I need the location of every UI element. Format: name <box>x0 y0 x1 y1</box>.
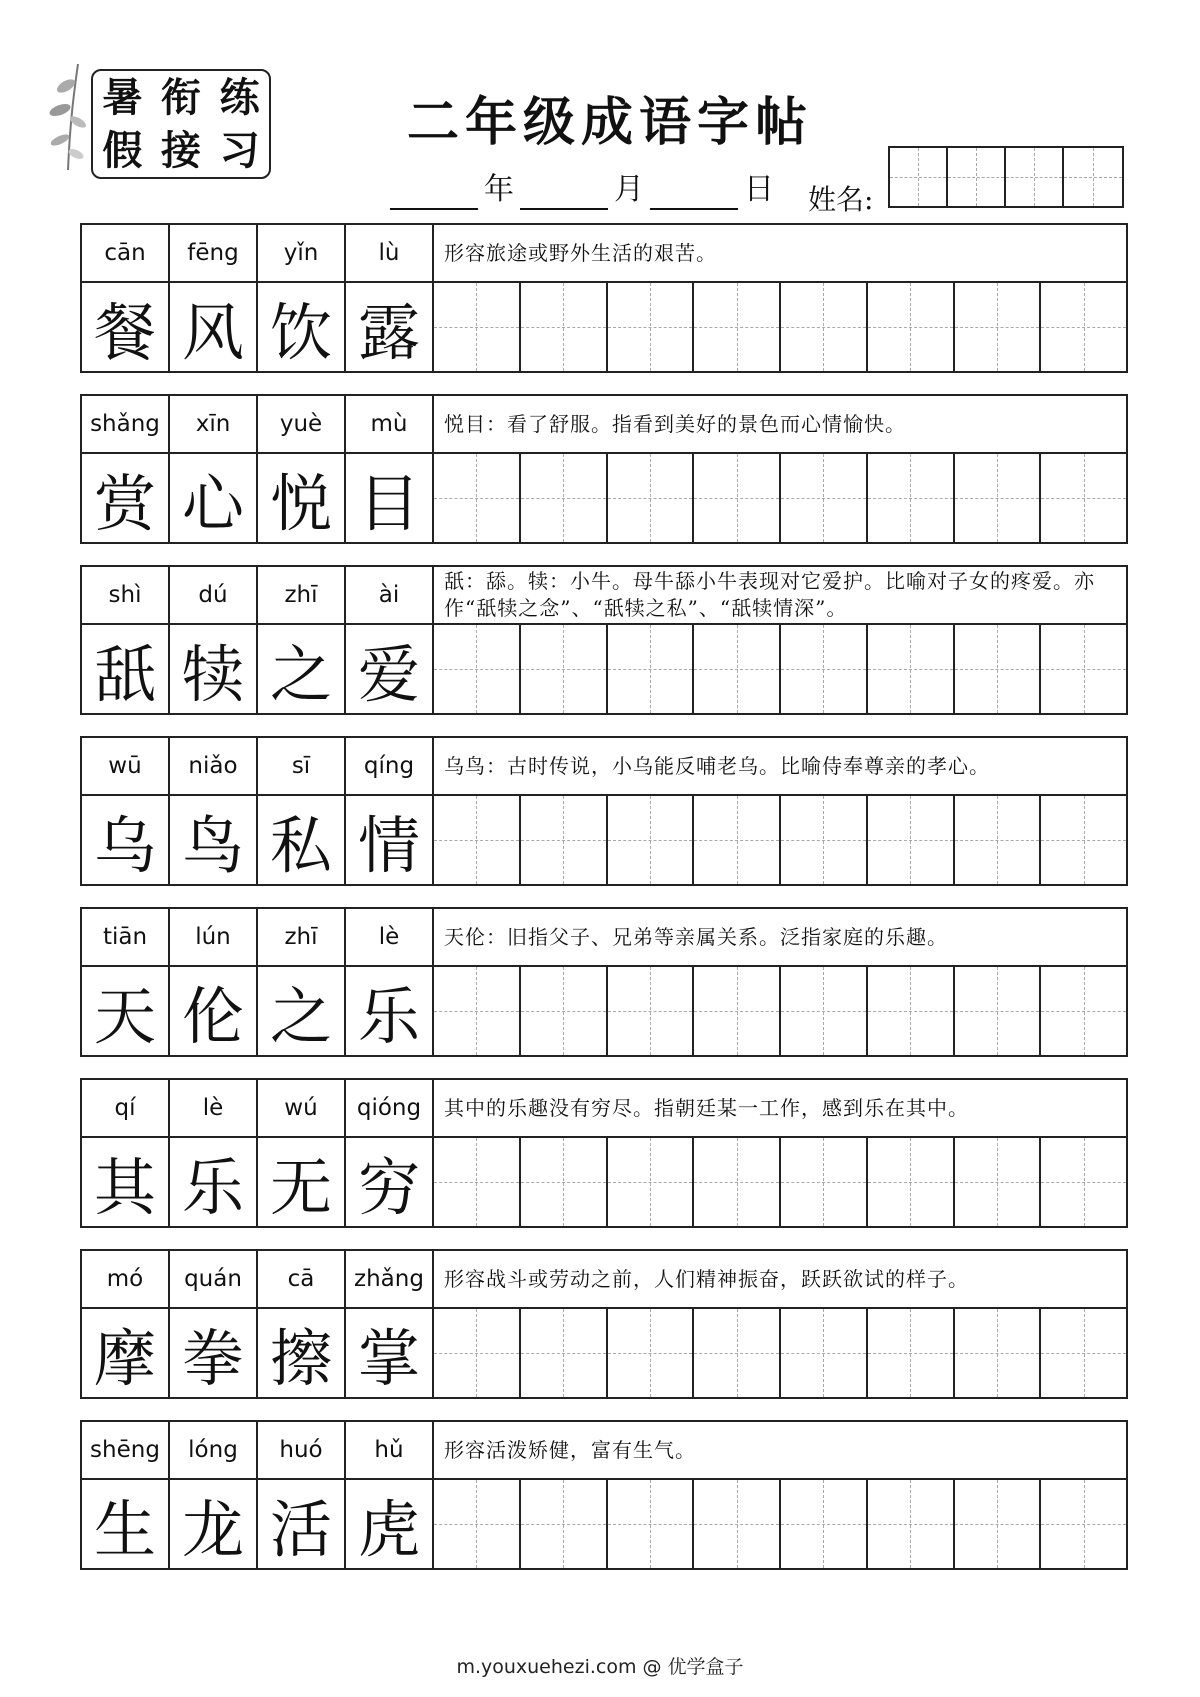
model-character: 之 <box>258 967 346 1055</box>
idiom-block <box>80 1420 1128 1570</box>
practice-cell[interactable] <box>955 454 1042 542</box>
practice-cell[interactable] <box>434 283 521 371</box>
practice-cell[interactable] <box>868 283 955 371</box>
practice-cell[interactable] <box>694 283 781 371</box>
badge-char: 假 <box>102 126 143 174</box>
model-character: 鸟 <box>170 796 258 884</box>
practice-cell[interactable] <box>781 625 868 713</box>
model-character: 舐 <box>82 625 170 713</box>
pinyin-cell: yǐn <box>258 225 346 281</box>
badge-char: 习 <box>219 126 260 174</box>
model-character: 情 <box>346 796 434 884</box>
pinyin-cell: mù <box>346 396 434 452</box>
idiom-meaning: 乌鸟：古时传说，小乌能反哺老乌。比喻侍奉尊亲的孝心。 <box>444 753 990 778</box>
pinyin-cell: fēng <box>170 225 258 281</box>
pinyin-cell: wú <box>258 1080 346 1136</box>
pinyin-row <box>82 1422 1126 1480</box>
model-character: 乐 <box>170 1138 258 1226</box>
idiom-meaning: 舐：舔。犊：小牛。母牛舔小牛表现对它爱护。比喻对子女的疼爱。亦作“舐犊之念”、“舐犊之私”、“舐犊情深”。 <box>444 569 1095 620</box>
practice-cell[interactable] <box>608 625 695 713</box>
idiom-meaning: 悦目：看了舒服。指看到美好的景色而心情愉快。 <box>444 411 906 436</box>
model-character: 赏 <box>82 454 170 542</box>
model-character: 悦 <box>258 454 346 542</box>
model-character: 天 <box>82 967 170 1055</box>
date-line <box>388 170 778 210</box>
pinyin-cell: zhī <box>258 909 346 965</box>
character-row <box>82 796 1126 884</box>
practice-cell[interactable] <box>781 283 868 371</box>
model-character: 心 <box>170 454 258 542</box>
model-character: 拳 <box>170 1309 258 1397</box>
practice-cell[interactable] <box>1041 454 1126 542</box>
idiom-sheet <box>80 223 1128 1591</box>
idiom-block <box>80 736 1128 886</box>
practice-cell[interactable] <box>608 1138 695 1226</box>
practice-cell[interactable] <box>434 967 521 1055</box>
idiom-block <box>80 565 1128 715</box>
model-character: 爱 <box>346 625 434 713</box>
character-row <box>82 1480 1126 1568</box>
practice-grid <box>434 1309 1126 1397</box>
idiom-block <box>80 223 1128 373</box>
model-character: 露 <box>346 283 434 371</box>
practice-cell[interactable] <box>1041 283 1126 371</box>
practice-cell[interactable] <box>694 1480 781 1568</box>
practice-cell[interactable] <box>955 625 1042 713</box>
practice-cell[interactable] <box>521 1309 608 1397</box>
name-cell[interactable] <box>948 148 1006 206</box>
practice-cell[interactable] <box>955 796 1042 884</box>
idiom-meaning: 其中的乐趣没有穷尽。指朝廷某一工作，感到乐在其中。 <box>444 1095 969 1120</box>
pinyin-cell: xīn <box>170 396 258 452</box>
model-character: 风 <box>170 283 258 371</box>
pinyin-cell: wū <box>82 738 170 794</box>
practice-cell[interactable] <box>1041 796 1126 884</box>
idiom-block <box>80 394 1128 544</box>
pinyin-cell: dú <box>170 567 258 623</box>
idiom-meaning: 形容活泼矫健，富有生气。 <box>444 1437 696 1462</box>
badge-char: 衔 <box>160 73 201 121</box>
day-blank[interactable] <box>650 178 738 210</box>
badge-char: 接 <box>160 126 201 174</box>
practice-cell[interactable] <box>694 1138 781 1226</box>
pinyin-cell: zhī <box>258 567 346 623</box>
practice-cell[interactable] <box>868 967 955 1055</box>
model-character: 虎 <box>346 1480 434 1568</box>
pinyin-row <box>82 738 1126 796</box>
practice-cell[interactable] <box>608 1480 695 1568</box>
practice-cell[interactable] <box>608 1309 695 1397</box>
pinyin-cell: mó <box>82 1251 170 1307</box>
pinyin-cell: tiān <box>82 909 170 965</box>
practice-cell[interactable] <box>781 1138 868 1226</box>
practice-cell[interactable] <box>521 454 608 542</box>
practice-cell[interactable] <box>955 967 1042 1055</box>
practice-grid <box>434 454 1126 542</box>
pinyin-cell: shǎng <box>82 396 170 452</box>
practice-cell[interactable] <box>434 1309 521 1397</box>
pinyin-cell: lù <box>346 225 434 281</box>
pinyin-cell: lóng <box>170 1422 258 1478</box>
pinyin-cell: lè <box>170 1080 258 1136</box>
practice-cell[interactable] <box>434 454 521 542</box>
name-label: 姓名: <box>808 183 874 216</box>
model-character: 私 <box>258 796 346 884</box>
practice-grid <box>434 796 1126 884</box>
model-character: 伦 <box>170 967 258 1055</box>
practice-cell[interactable] <box>521 283 608 371</box>
practice-cell[interactable] <box>521 796 608 884</box>
pinyin-cell: niǎo <box>170 738 258 794</box>
practice-cell[interactable] <box>434 625 521 713</box>
model-character: 擦 <box>258 1309 346 1397</box>
name-cell[interactable] <box>890 148 948 206</box>
model-character: 饮 <box>258 283 346 371</box>
practice-grid <box>434 967 1126 1055</box>
practice-grid <box>434 1138 1126 1226</box>
pinyin-cell: cān <box>82 225 170 281</box>
model-character: 龙 <box>170 1480 258 1568</box>
idiom-meaning: 形容战斗或劳动之前，人们精神振奋，跃跃欲试的样子。 <box>444 1266 969 1291</box>
character-row <box>82 454 1126 542</box>
practice-cell[interactable] <box>1041 967 1126 1055</box>
name-cell[interactable] <box>1006 148 1064 206</box>
character-row <box>82 283 1126 371</box>
practice-cell[interactable] <box>955 1309 1042 1397</box>
practice-cell[interactable] <box>694 967 781 1055</box>
badge-char: 练 <box>219 73 260 121</box>
name-box[interactable] <box>888 146 1124 208</box>
practice-cell[interactable] <box>1041 1309 1126 1397</box>
pinyin-row <box>82 1080 1126 1138</box>
practice-cell[interactable] <box>694 625 781 713</box>
month-label: 月 <box>614 172 644 207</box>
pinyin-cell: shì <box>82 567 170 623</box>
pinyin-cell: qióng <box>346 1080 434 1136</box>
pinyin-cell: sī <box>258 738 346 794</box>
practice-cell[interactable] <box>781 796 868 884</box>
model-character: 活 <box>258 1480 346 1568</box>
footer-source: m.youxuehezi.com @ 优学盒子 <box>456 1656 744 1678</box>
practice-cell[interactable] <box>434 1138 521 1226</box>
practice-cell[interactable] <box>868 454 955 542</box>
practice-cell[interactable] <box>781 967 868 1055</box>
practice-cell[interactable] <box>781 454 868 542</box>
model-character: 穷 <box>346 1138 434 1226</box>
name-cell[interactable] <box>1064 148 1122 206</box>
practice-cell[interactable] <box>868 1480 955 1568</box>
model-character: 犊 <box>170 625 258 713</box>
character-row <box>82 1138 1126 1226</box>
practice-cell[interactable] <box>955 1480 1042 1568</box>
pinyin-cell: huó <box>258 1422 346 1478</box>
year-label: 年 <box>484 172 514 207</box>
idiom-meaning: 形容旅途或野外生活的艰苦。 <box>444 240 717 265</box>
year-blank[interactable] <box>390 178 478 210</box>
character-row <box>82 1309 1126 1397</box>
model-character: 餐 <box>82 283 170 371</box>
model-character: 乌 <box>82 796 170 884</box>
practice-cell[interactable] <box>694 454 781 542</box>
practice-grid <box>434 625 1126 713</box>
practice-cell[interactable] <box>521 1138 608 1226</box>
practice-cell[interactable] <box>868 625 955 713</box>
practice-cell[interactable] <box>868 796 955 884</box>
pinyin-cell: lè <box>346 909 434 965</box>
model-character: 之 <box>258 625 346 713</box>
month-blank[interactable] <box>520 178 608 210</box>
idiom-meaning: 天伦：旧指父子、兄弟等亲属关系。泛指家庭的乐趣。 <box>444 924 948 949</box>
pinyin-cell: lún <box>170 909 258 965</box>
pinyin-cell: shēng <box>82 1422 170 1478</box>
practice-cell[interactable] <box>434 1480 521 1568</box>
practice-cell[interactable] <box>1041 625 1126 713</box>
practice-cell[interactable] <box>434 796 521 884</box>
pinyin-cell: hǔ <box>346 1422 434 1478</box>
summer-badge <box>91 69 271 179</box>
practice-grid <box>434 283 1126 371</box>
pinyin-cell: qí <box>82 1080 170 1136</box>
practice-cell[interactable] <box>521 967 608 1055</box>
practice-grid <box>434 1480 1126 1568</box>
practice-cell[interactable] <box>955 1138 1042 1226</box>
practice-cell[interactable] <box>781 1480 868 1568</box>
model-character: 生 <box>82 1480 170 1568</box>
model-character: 目 <box>346 454 434 542</box>
model-character: 摩 <box>82 1309 170 1397</box>
day-label: 日 <box>744 172 774 207</box>
practice-cell[interactable] <box>868 1138 955 1226</box>
pinyin-row <box>82 225 1126 283</box>
idiom-block <box>80 1249 1128 1399</box>
pinyin-cell: qíng <box>346 738 434 794</box>
practice-cell[interactable] <box>521 1480 608 1568</box>
practice-cell[interactable] <box>521 625 608 713</box>
pinyin-row <box>82 1251 1126 1309</box>
practice-cell[interactable] <box>868 1309 955 1397</box>
practice-cell[interactable] <box>1041 1138 1126 1226</box>
pinyin-cell: ài <box>346 567 434 623</box>
model-character: 掌 <box>346 1309 434 1397</box>
model-character: 乐 <box>346 967 434 1055</box>
pinyin-cell: quán <box>170 1251 258 1307</box>
pinyin-cell: cā <box>258 1251 346 1307</box>
pinyin-row <box>82 567 1126 625</box>
character-row <box>82 625 1126 713</box>
idiom-block <box>80 1078 1128 1228</box>
pinyin-cell: zhǎng <box>346 1251 434 1307</box>
practice-cell[interactable] <box>1041 1480 1126 1568</box>
pinyin-row <box>82 396 1126 454</box>
leaf-decoration-icon <box>48 62 88 172</box>
practice-cell[interactable] <box>781 1309 868 1397</box>
practice-cell[interactable] <box>608 796 695 884</box>
practice-cell[interactable] <box>608 454 695 542</box>
practice-cell[interactable] <box>694 1309 781 1397</box>
pinyin-cell: yuè <box>258 396 346 452</box>
idiom-block <box>80 907 1128 1057</box>
badge-char: 暑 <box>102 73 143 121</box>
model-character: 无 <box>258 1138 346 1226</box>
practice-cell[interactable] <box>608 967 695 1055</box>
practice-cell[interactable] <box>955 283 1042 371</box>
practice-cell[interactable] <box>608 283 695 371</box>
character-row <box>82 967 1126 1055</box>
pinyin-row <box>82 909 1126 967</box>
page-title: 二年级成语字帖 <box>406 92 813 153</box>
practice-cell[interactable] <box>694 796 781 884</box>
model-character: 其 <box>82 1138 170 1226</box>
